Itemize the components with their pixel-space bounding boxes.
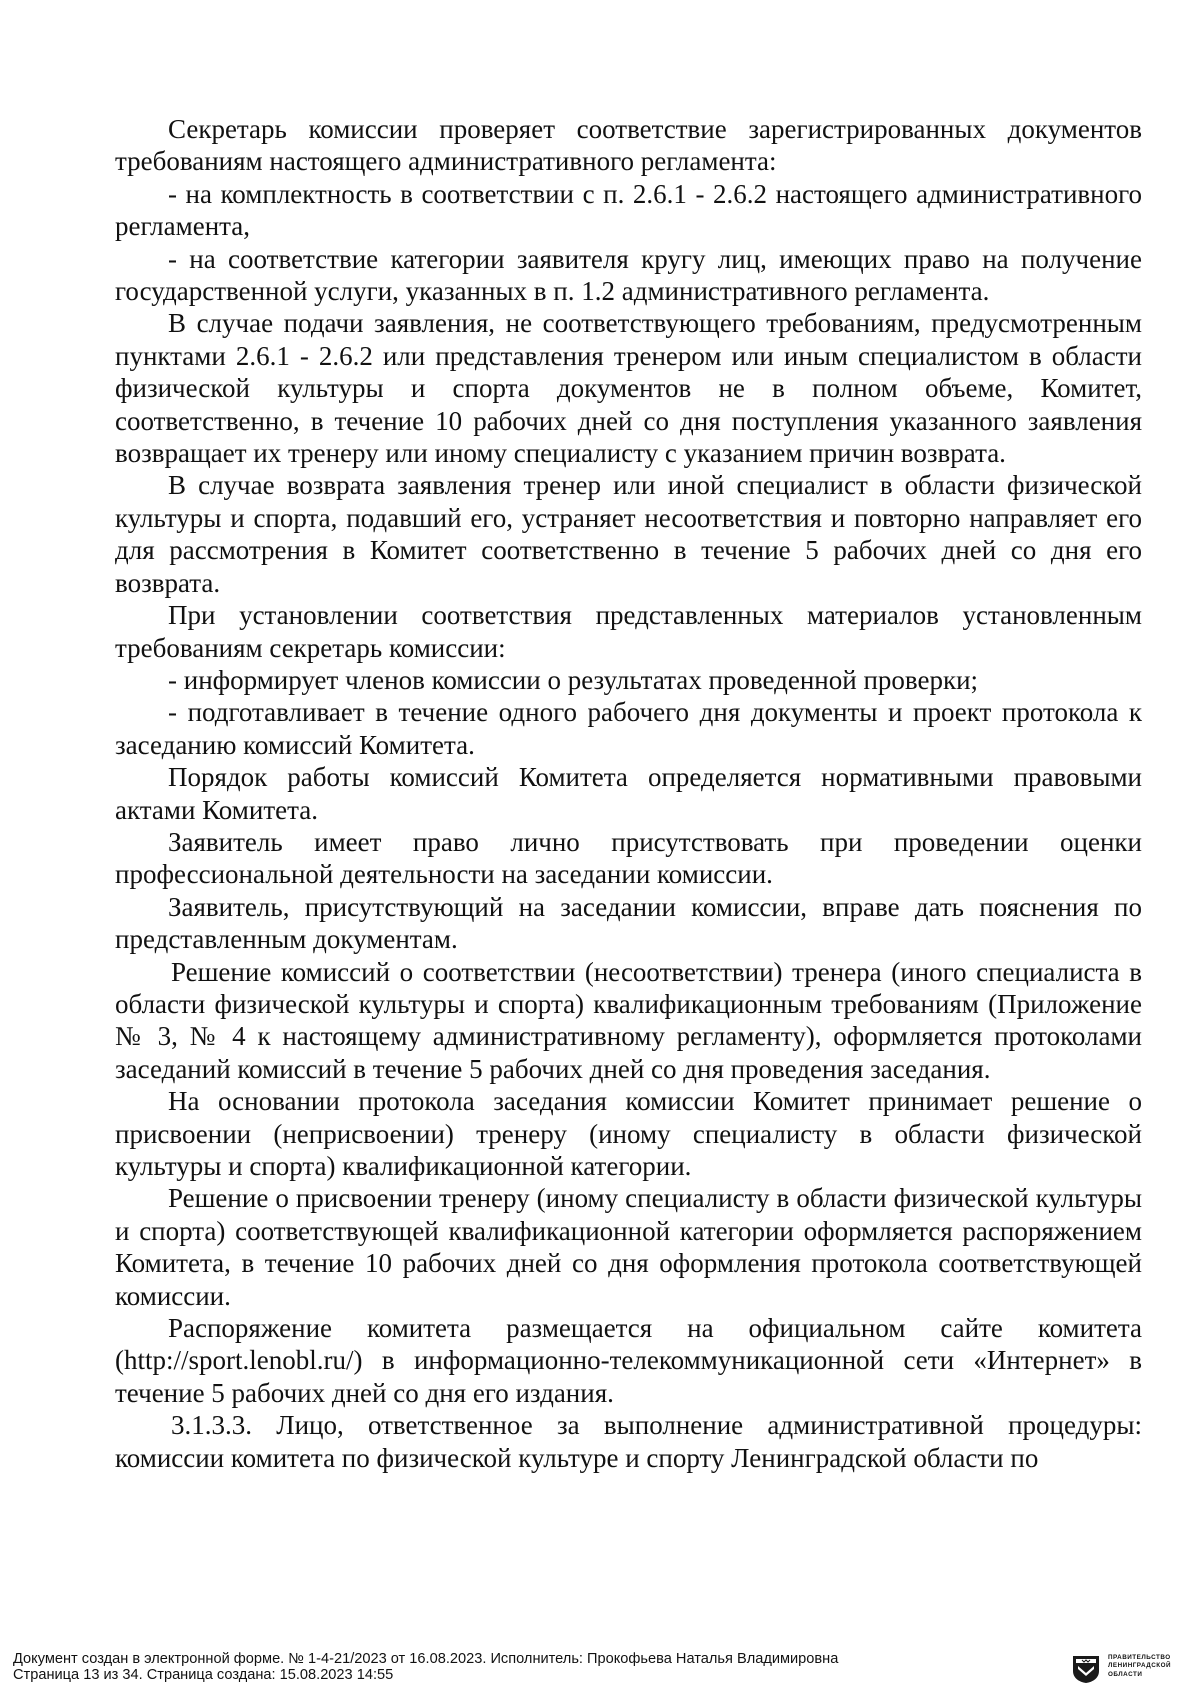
paragraph-inform: - информирует членов комиссии о результатах проведенной проверки;	[168, 664, 979, 695]
government-name-line2: ЛЕНИНГРАДСКОЙ	[1108, 1662, 1172, 1670]
document-footer	[13, 1652, 1073, 1683]
paragraph-responsible: 3.1.3.3. Лицо, ответственное за выполнение административной процедуры: комиссии комитета по физической культуре и спорту Ленинградской области по	[115, 1410, 1142, 1473]
paragraph-nonconforming: В случае подачи заявления, не соответствующего требованиям, предусмотренным пунктами 2.6.1 - 2.6.2 или представления тренером или иным специалистом в области физической культуры и спорта документов не в полном объеме, Комитет, соответственно, в течение 10 рабочих дней со дня поступления указанного заявления возвращает их тренеру или иному специалисту с указанием причин возврата.	[115, 308, 1142, 469]
paragraph-attend: Заявитель имеет право лично присутствовать при проведении оценки профессиональной деятельности на заседании комиссии.	[115, 826, 1142, 890]
government-name-line1: ПРАВИТЕЛЬСТВО	[1108, 1654, 1171, 1661]
paragraph-secretary-check: Секретарь комиссии проверяет соответствие зарегистрированных документов требованиям настоящего административного регламента:	[115, 114, 1142, 177]
paragraph-completeness: - на комплектность в соответствии с п. 2.6.1 - 2.6.2 настоящего административного регламента,	[115, 178, 1142, 242]
paragraph-prepare: - подготавливает в течение одного рабочего дня документы и проект протокола к заседанию комиссий Комитета.	[115, 697, 1142, 760]
paragraph-return: В случае возврата заявления тренер или иной специалист в области физической культуры и спорта, подавший его, устраняет несоответствия и повторно направляет его для рассмотрения в Комитет соответственно в течение 5 рабочих дней со дня его возврата.	[115, 470, 1142, 598]
document-body	[115, 113, 1142, 1474]
paragraph-conformity: При установлении соответствия представленных материалов установленным требованиям секретарь комиссии:	[115, 600, 1142, 663]
paragraph-publication: Распоряжение комитета размещается на официальном сайте комитета (http://sport.lenobl.ru/) в информационно-телекоммуникационной сети «Интернет» в течение 5 рабочих дней со дня его издания.	[115, 1313, 1142, 1408]
paragraph-procedure: Порядок работы комиссий Комитета определяется нормативными правовыми актами Комитета.	[115, 762, 1142, 825]
coat-of-arms-icon	[1071, 1654, 1101, 1684]
government-name-line3: ОБЛАСТИ	[1108, 1670, 1143, 1678]
paragraph-decision: Решение комиссий о соответствии (несоответствии) тренера (иного специалиста в области физической культуры и спорта) квалификационным требованиям (Приложение № 3, № 4 к настоящему административному регламенту), оформляется протоколами заседаний комиссий в течение 5 рабочих дней со дня проведения заседания.	[115, 956, 1142, 1084]
paragraph-category: - на соответствие категории заявителя кругу лиц, имеющих право на получение государственной услуги, указанных в п. 1.2 административного регламента.	[115, 243, 1142, 307]
government-logo	[1071, 1652, 1195, 1688]
paragraph-protocol-basis: На основании протокола заседания комиссии Комитет принимает решение о присвоении (неприсвоении) тренеру (иному специалисту в области физической культуры и спорта) квалификационной категории.	[115, 1086, 1142, 1181]
footer-page-info: Страница 13 из 34. Страница создана: 15.08.2023 14:55	[13, 1666, 394, 1683]
paragraph-order: Решение о присвоении тренеру (иному специалисту в области физической культуры и спорта) соответствующей квалификационной категории оформляется распоряжением Комитета, в течение 10 рабочих дней со дня оформления протокола соответствующей комиссии.	[115, 1183, 1142, 1311]
government-name	[1108, 1654, 1171, 1679]
footer-document-info: Документ создан в электронной форме. № 1-4-21/2023 от 16.08.2023. Исполнитель: Прокофьева Наталья Владимировна	[13, 1651, 839, 1667]
paragraph-explanations: Заявитель, присутствующий на заседании комиссии, вправе дать пояснения по представленным документам.	[115, 891, 1142, 955]
